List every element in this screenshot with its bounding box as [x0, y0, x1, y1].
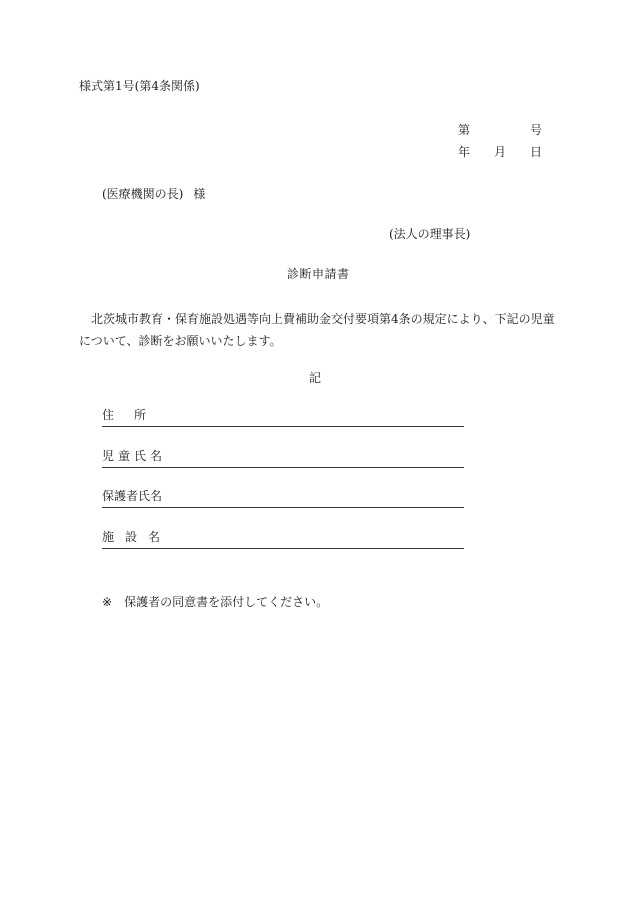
date-row: [458, 146, 542, 160]
ki-heading: 記: [309, 371, 322, 385]
date-year-label: 年: [458, 145, 471, 159]
document-number-row: [458, 124, 542, 138]
addressee-honorific: 様: [193, 187, 206, 201]
document-number-prefix: 第: [458, 123, 471, 137]
form-number-label: 様式第1号(第4条関係): [79, 79, 200, 93]
document-number-suffix: 号: [529, 123, 542, 137]
facility-name-field[interactable]: [102, 531, 464, 549]
child-name-label: 児童氏名: [102, 449, 167, 463]
date-day-label: 日: [529, 145, 542, 159]
child-name-underline: [102, 467, 464, 468]
document-title: 診断申請書: [287, 267, 350, 281]
addressee-name: (医療機関の長): [102, 187, 184, 201]
guardian-name-underline: [102, 507, 464, 508]
address-underline: [102, 426, 464, 427]
child-name-field[interactable]: [102, 450, 464, 468]
note-mark: ※: [102, 595, 113, 609]
guardian-name-label: 保護者氏名: [102, 489, 163, 503]
sender-name: (法人の理事長): [389, 227, 471, 241]
address-label: 住所: [102, 408, 167, 422]
body-paragraph: 北茨城市教育・保育施設処遇等向上費補助金交付要項第4条の規定により、下記の児童について、診断をお願いいたします。: [79, 312, 555, 348]
attachment-note: [102, 596, 328, 608]
facility-name-underline: [102, 548, 464, 549]
date-month-label: 月: [494, 145, 507, 159]
address-field[interactable]: [102, 409, 464, 427]
guardian-name-field[interactable]: [102, 490, 464, 508]
facility-name-label: 施設名: [102, 530, 172, 544]
addressee: [102, 188, 205, 200]
note-text: 保護者の同意書を添付してください。: [124, 595, 329, 609]
